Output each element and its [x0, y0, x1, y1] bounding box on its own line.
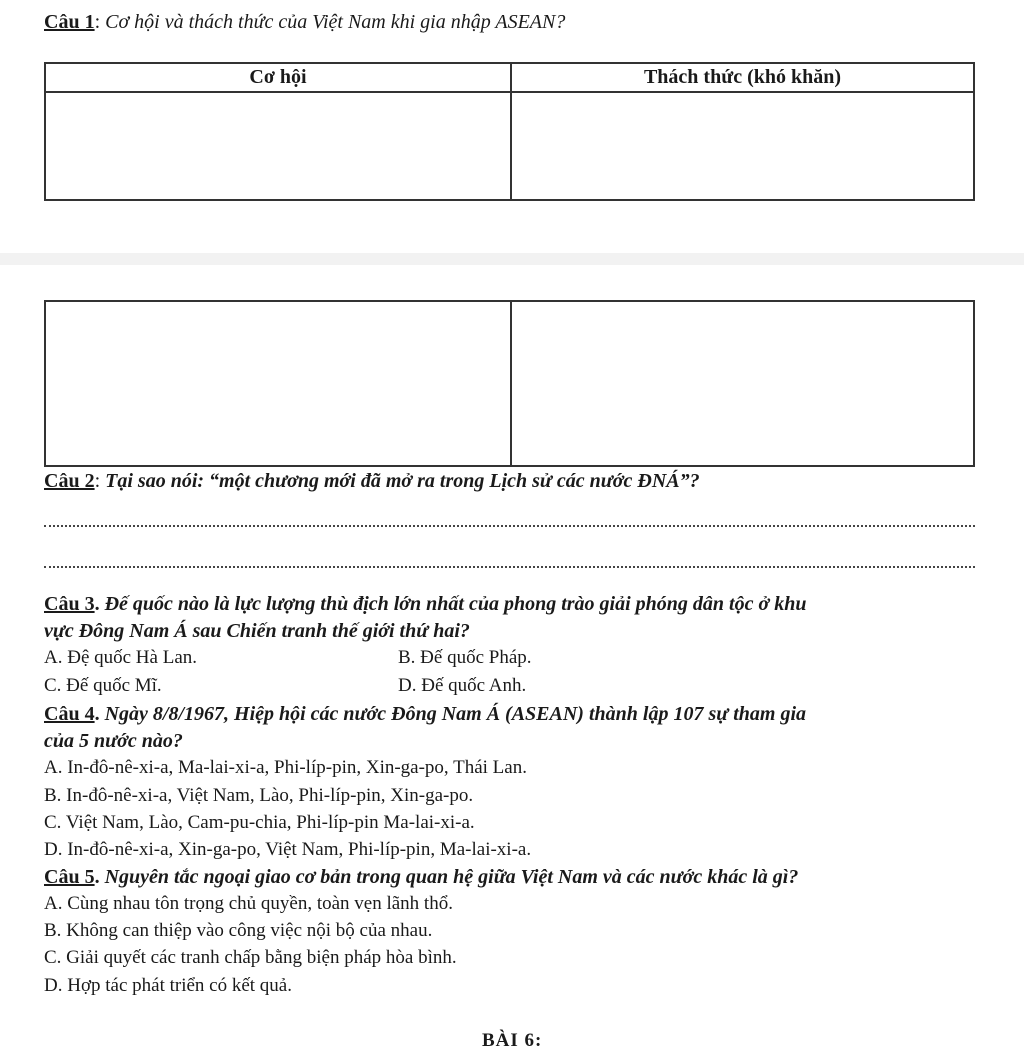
question-5-label: Câu 5	[44, 866, 95, 888]
challenge-answer-cell[interactable]	[511, 92, 974, 200]
challenge-answer-cell-continued[interactable]	[511, 301, 974, 466]
question-1-text: Cơ hội và thách thức của Việt Nam khi gia nhập ASEAN?	[100, 11, 566, 33]
opportunity-answer-cell-continued[interactable]	[45, 301, 511, 466]
question-3-option-b[interactable]: B. Đế quốc Pháp.	[398, 647, 532, 668]
question-5-option-c[interactable]: C. Giải quyết các tranh chấp bằng biện pháp hòa bình.	[44, 947, 457, 968]
question-4-option-a[interactable]: A. In-đô-nê-xi-a, Ma-lai-xi-a, Phi-líp-pin, Xin-ga-po, Thái Lan.	[44, 757, 527, 778]
question-2-label: Câu 2	[44, 470, 95, 492]
question-3-label: Câu 3	[44, 593, 95, 615]
question-4-label: Câu 4	[44, 703, 95, 725]
question-2-text: Tại sao nói: “một chương mới đã mở ra trong Lịch sử các nước ĐNÁ”?	[100, 470, 700, 492]
question-5-option-b[interactable]: B. Không can thiệp vào công việc nội bộ của nhau.	[44, 920, 433, 941]
question-3-text-continued: vực Đông Nam Á sau Chiến tranh thế giới thứ hai?	[44, 620, 470, 642]
question-3-title: Câu 3. Đế quốc nào là lực lượng thù địch lớn nhất của phong trào giải phóng dân tộc ở khu	[44, 593, 807, 615]
question-5-title: Câu 5. Nguyên tắc ngoại giao cơ bản trong quan hệ giữa Việt Nam và các nước khác là gì?	[44, 866, 799, 888]
question-5-text: Nguyên tắc ngoại giao cơ bản trong quan hệ giữa Việt Nam và các nước khác là gì?	[99, 866, 799, 888]
question-4-title: Câu 4. Ngày 8/8/1967, Hiệp hội các nước Đông Nam Á (ASEAN) thành lập 107 sự tham gia	[44, 703, 807, 725]
opportunity-challenge-table	[44, 62, 975, 201]
answer-line-2[interactable]	[44, 566, 975, 568]
question-5-option-a[interactable]: A. Cùng nhau tôn trọng chủ quyền, toàn vẹn lãnh thổ.	[44, 893, 453, 914]
question-3-text: Đế quốc nào là lực lượng thù địch lớn nhất của phong trào giải phóng dân tộc ở khu	[99, 593, 807, 615]
question-1-title: Câu 1: Cơ hội và thách thức của Việt Nam khi gia nhập ASEAN?	[44, 11, 566, 33]
question-4-option-b[interactable]: B. In-đô-nê-xi-a, Việt Nam, Lào, Phi-líp-pin, Xin-ga-po.	[44, 785, 474, 806]
question-4-text-continued: của 5 nước nào?	[44, 730, 183, 752]
column-header-opportunity: Cơ hội	[45, 63, 511, 92]
question-3-option-a[interactable]: A. Đệ quốc Hà Lan.	[44, 647, 198, 668]
question-4-text: Ngày 8/8/1967, Hiệp hội các nước Đông Nam Á (ASEAN) thành lập 107 sự tham gia	[99, 703, 807, 725]
page-break-band	[0, 253, 1024, 265]
question-4-option-d[interactable]: D. In-đô-nê-xi-a, Xin-ga-po, Việt Nam, Phi-líp-pin, Ma-lai-xi-a.	[44, 839, 532, 860]
question-2-title: Câu 2: Tại sao nói: “một chương mới đã mở ra trong Lịch sử các nước ĐNÁ”?	[44, 470, 700, 492]
section-heading-bai-6: BÀI 6:	[482, 1030, 543, 1051]
question-4-option-c[interactable]: C. Việt Nam, Lào, Cam-pu-chia, Phi-líp-pin Ma-lai-xi-a.	[44, 812, 475, 833]
question-3-option-d[interactable]: D. Đế quốc Anh.	[398, 675, 527, 696]
column-header-challenge: Thách thức (khó khăn)	[511, 63, 974, 92]
opportunity-answer-cell[interactable]	[45, 92, 511, 200]
question-5-option-d[interactable]: D. Hợp tác phát triển có kết quả.	[44, 975, 292, 996]
answer-line-1[interactable]	[44, 525, 975, 527]
opportunity-challenge-table-continued	[44, 300, 975, 467]
question-3-option-c[interactable]: C. Đế quốc Mĩ.	[44, 675, 162, 696]
question-1-label: Câu 1	[44, 11, 95, 33]
